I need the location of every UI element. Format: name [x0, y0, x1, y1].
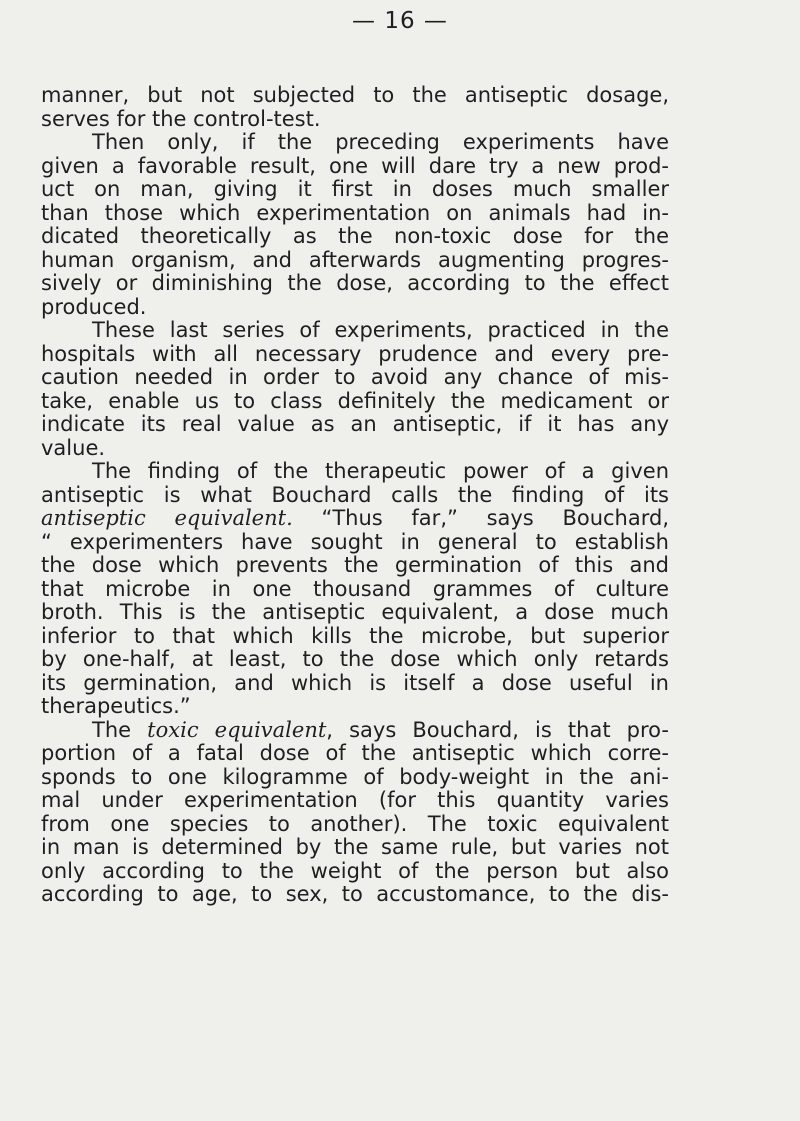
text-line: sponds to one kilogramme of body-weight in the ani-: [41, 764, 669, 789]
text-line: than those which experimentation on animals had in-: [41, 200, 669, 225]
text-line: in man is determined by the same rule, but varies not: [41, 835, 669, 859]
text-line: [41, 507, 669, 531]
text-line: dicated theoretically as the non-toxic dose for the: [41, 224, 669, 248]
page-number: — 16 —: [352, 8, 448, 34]
text-line: “ experimenters have sought in general to establish: [41, 529, 669, 554]
text-line: only according to the weight of the person but also: [41, 858, 669, 883]
text-line: from one species to another). The toxic equivalent: [41, 811, 669, 836]
text-line: sively or diminishing the dose, according to the effect: [41, 271, 669, 295]
text-line: caution needed in order to avoid any chance of mis-: [41, 365, 669, 389]
text-line: human organism, and afterwards augmenting progres-: [41, 247, 669, 272]
text-line: inferior to that which kills the microbe, but superior: [41, 623, 669, 648]
text-line: antiseptic is what Bouchard calls the finding of its: [41, 482, 669, 507]
text-line: These last series of experiments, practiced in the: [92, 318, 669, 342]
text-line: its germination, and which is itself a dose useful in: [41, 670, 669, 695]
text-line: produced.: [41, 294, 147, 319]
text-line: serves for the control-test.: [41, 106, 321, 131]
text-line: mal under experimentation (for this quantity varies: [41, 788, 669, 812]
text-line: value.: [41, 435, 106, 460]
text-line: indicate its real value as an antiseptic, if it has any: [41, 412, 669, 436]
text-span: “Thus far,” says Bouchard,: [292, 506, 670, 530]
text-line: therapeutics.”: [41, 694, 191, 718]
body-text: [41, 84, 669, 907]
text-span: , says Bouchard, is that pro-: [326, 717, 670, 742]
text-line: that microbe in one thousand grammes of culture: [41, 576, 669, 601]
text-line: given a favorable result, one will dare try a new prod-: [41, 153, 669, 178]
text-line: The finding of the therapeutic power of a given: [92, 459, 669, 483]
text-line: hospitals with all necessary prudence and every pre-: [41, 341, 669, 366]
italic-term: antiseptic equivalent.: [41, 506, 293, 530]
text-line: manner, but not subjected to the antiseptic dosage,: [41, 83, 669, 107]
text-line: according to age, to sex, to accustomance, to the dis-: [41, 882, 669, 906]
text-line: take, enable us to class definitely the medicament or: [41, 388, 669, 413]
text-line: [41, 719, 669, 743]
text-line: the dose which prevents the germination of this and: [41, 553, 669, 577]
text-span: The: [92, 717, 148, 742]
text-line: uct on man, giving it first in doses much smaller: [41, 177, 669, 201]
text-line: by one-half, at least, to the dose which only retards: [41, 647, 669, 671]
text-line: portion of a fatal dose of the antiseptic which corre-: [41, 741, 669, 765]
text-line: broth. This is the antiseptic equivalent, a dose much: [41, 600, 669, 624]
italic-term: toxic equivalent: [147, 717, 327, 742]
text-line: Then only, if the preceding experiments have: [92, 130, 669, 154]
